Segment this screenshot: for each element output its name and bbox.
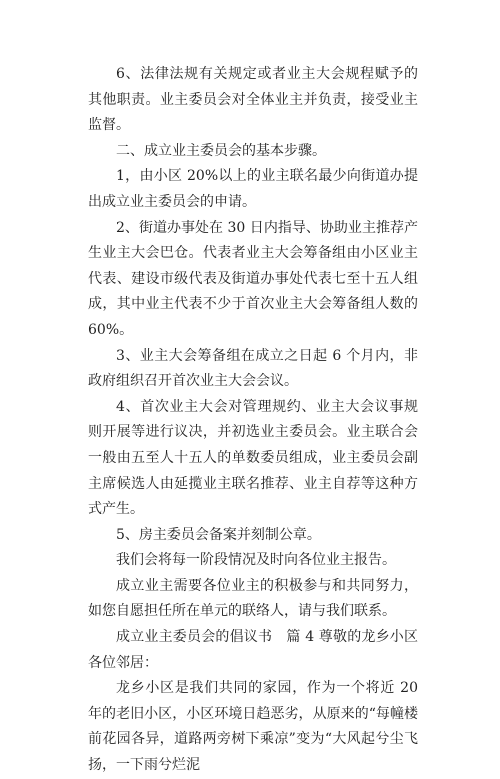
report-note-paragraph: 我们会将每一阶段情况及时向各位业主报告。 <box>116 552 396 569</box>
step-5-paragraph: 5、房主委员会备案并刻制公章。 <box>116 526 321 543</box>
step-1-paragraph: 1，由小区 20%以上的业主联名最少向街道办提出成立业主委员会的申请。 <box>88 168 418 210</box>
community-intro-paragraph: 龙乡小区是我们共同的家园，作为一个将近 20 年的老旧小区，小区环境日趋恶劣，从原来的“每幢楼前花园各异，道路两旁树下乘凉”变为“大风起兮尘飞扬，一下雨兮烂泥 <box>88 680 418 774</box>
step-2-paragraph: 2、街道办事处在 30 日内指导、协助业主推荐产生业主大会巴仓。代表者业主大会筹备组由小区业主代表、建设市级代表及街道办事处代表七至十五人组成，其中业主代表不少于首次业主大会筹备组人数的 60%。 <box>88 219 418 338</box>
step-3-paragraph: 3、业主大会筹备组在成立之日起 6 个月内，非政府组织召开首次业主大会会议。 <box>88 347 418 390</box>
paragraph-item-6-duties: 6、法律法规有关规定或者业主大会规程赋予的其他职责。业主委员会对全体业主并负责，接受业主监督。 <box>88 66 418 134</box>
call-for-participation-paragraph: 成立业主需要各位业主的积极参与和共同努力，如您自愿担任所在单元的联络人，请与我们联系。 <box>88 577 418 620</box>
proposal-title-paragraph: 成立业主委员会的倡议书 篇 4 尊敬的龙乡小区各位邻居： <box>88 629 418 671</box>
document-body <box>88 62 418 779</box>
section-heading-basic-steps: 二、成立业主委员会的基本步骤。 <box>116 142 326 159</box>
step-4-paragraph: 4、首次业主大会对管理规约、业主大会议事规则开展等进行议决，并初选业主委员会。业主联合会一般由五至人十五人的单数委员组成，业主委员会副主席候选人由延揽业主联名推荐、业主自荐等这种方式产生。 <box>88 398 418 518</box>
